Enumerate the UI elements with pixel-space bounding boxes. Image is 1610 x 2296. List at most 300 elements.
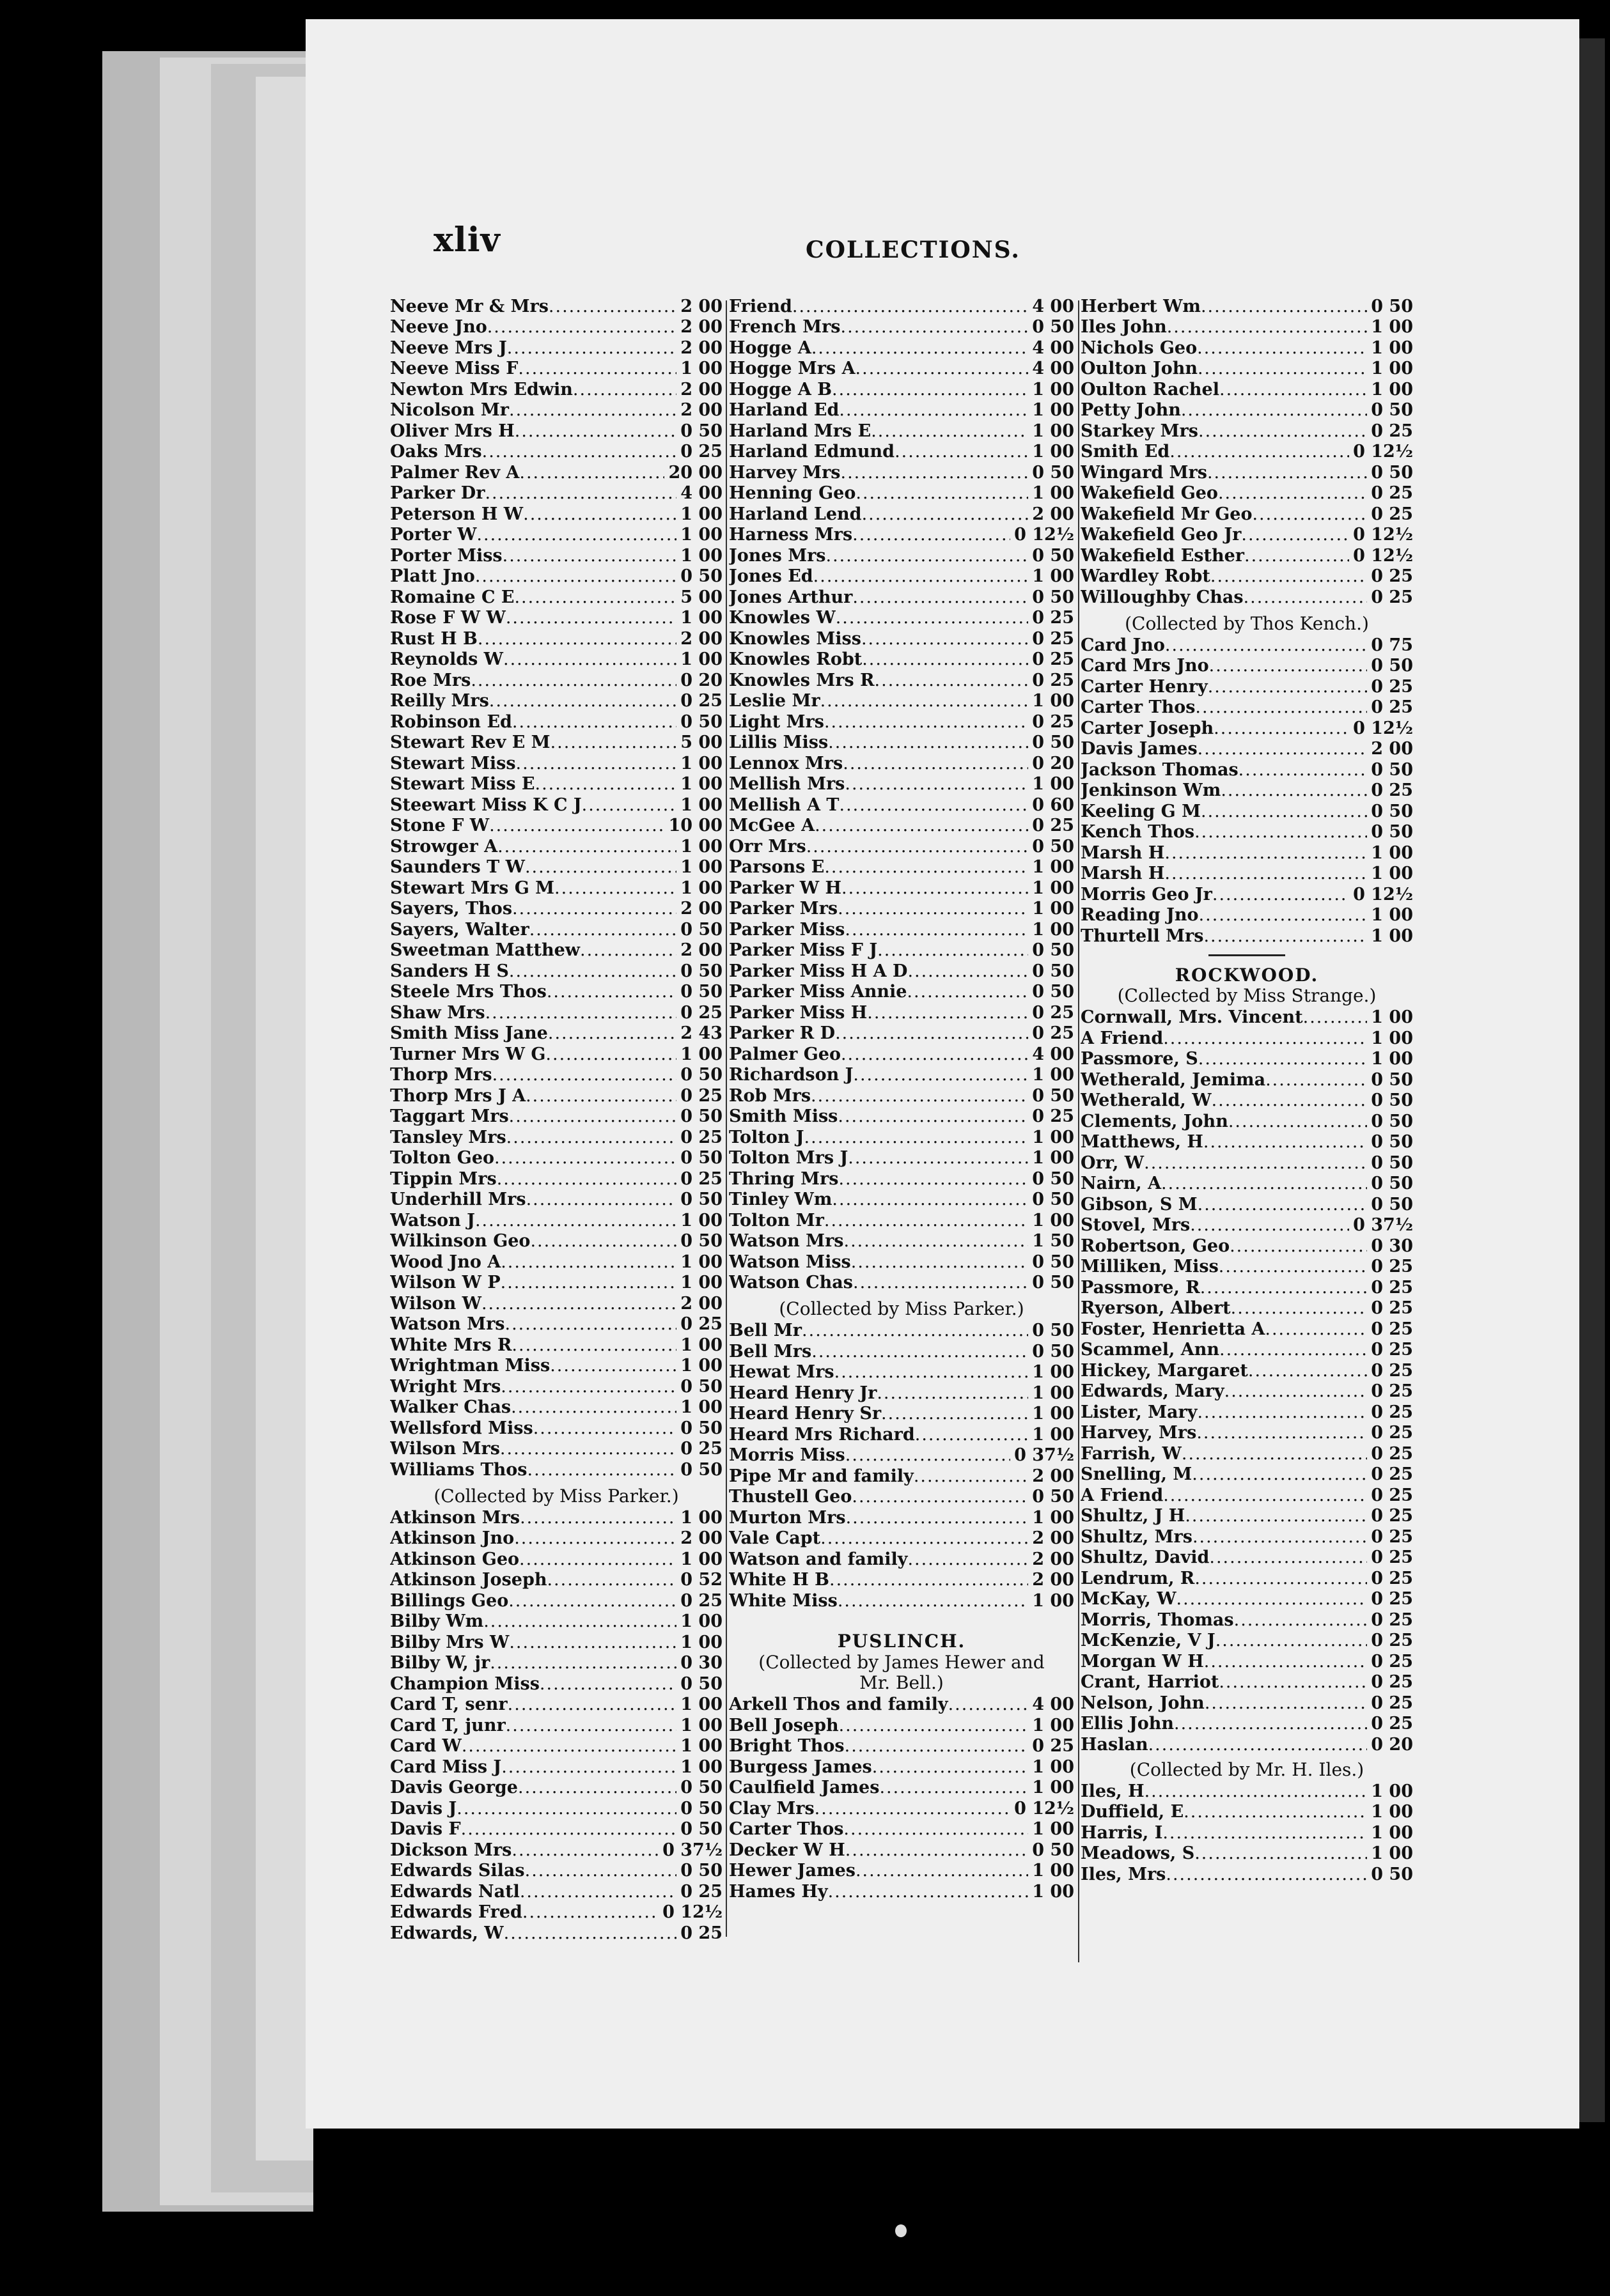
entry-amount: 0 50 <box>1371 656 1413 676</box>
leader-dots <box>838 899 1028 919</box>
entry-row <box>729 1361 1074 1383</box>
entry-amount: 1 00 <box>1371 1028 1413 1048</box>
section-title: (Collected by Thos Kench.) <box>1125 612 1369 634</box>
entry-amount: 1 00 <box>680 1252 723 1272</box>
entry-row <box>390 1376 723 1397</box>
entry-name: Neeve Mr & Mrs <box>390 296 549 316</box>
entry-name: Foster, Henrietta A <box>1081 1319 1265 1339</box>
entry-amount: 0 25 <box>1032 816 1074 835</box>
entry-amount: 0 25 <box>1371 1485 1413 1505</box>
entry-row <box>729 1797 1074 1819</box>
leader-dots <box>515 422 676 441</box>
entry-row <box>1081 1526 1413 1547</box>
leader-dots <box>838 1170 1028 1189</box>
leader-dots <box>487 318 677 337</box>
entry-amount: 0 25 <box>1371 1319 1413 1339</box>
entry-name: Smith Miss Jane <box>390 1023 548 1043</box>
entry-name: Stewart Rev E M <box>390 733 551 752</box>
entry-row <box>390 773 723 795</box>
column-3 <box>1081 295 1413 1884</box>
entry-row <box>729 524 1074 545</box>
entry-row <box>729 1735 1074 1757</box>
entry-amount: 2 00 <box>680 940 723 960</box>
entry-name: Card T, junr <box>390 1715 506 1735</box>
entry-row <box>390 919 723 940</box>
entry-amount: 1 00 <box>680 1715 723 1735</box>
entry-row <box>390 524 723 545</box>
entry-row <box>390 399 723 421</box>
leader-dots <box>506 1128 677 1147</box>
entry-row <box>390 566 723 587</box>
entry-name: Wingard Mrs <box>1081 462 1207 483</box>
entry-amount: 0 25 <box>680 1002 723 1023</box>
entry-row <box>1081 1235 1413 1256</box>
entry-row <box>729 1209 1074 1230</box>
leader-dots <box>506 1716 677 1735</box>
entry-name: Parker W H <box>729 878 842 898</box>
leader-dots <box>806 837 1029 857</box>
leader-dots <box>907 962 1028 981</box>
entry-name: Kench Thos <box>1081 822 1195 842</box>
entry-name: Morris Geo Jr <box>1081 884 1212 904</box>
entry-amount: 2 00 <box>680 1528 723 1548</box>
entry-row <box>1081 1381 1413 1402</box>
entry-row <box>390 462 723 483</box>
leader-dots <box>1265 1320 1367 1339</box>
entry-name: Iles John <box>1081 317 1167 337</box>
entry-row <box>729 1860 1074 1881</box>
entry-name: Snelling, M <box>1081 1464 1192 1484</box>
entry-amount: 0 50 <box>1032 462 1074 483</box>
entry-name: White H B <box>729 1570 829 1590</box>
entry-name: Orr Mrs <box>729 836 806 857</box>
entry-amount: 1 00 <box>680 649 723 669</box>
entry-amount: 0 50 <box>680 1673 723 1694</box>
entry-amount: 0 50 <box>1032 1085 1074 1106</box>
entry-amount: 1 00 <box>680 753 723 773</box>
entry-name: Knowles Miss <box>729 628 861 649</box>
entry-amount: 1 00 <box>680 774 723 794</box>
entry-row <box>729 1777 1074 1798</box>
entry-row <box>1081 1152 1413 1173</box>
leader-dots <box>522 1903 659 1922</box>
leader-dots <box>514 1529 676 1548</box>
leader-dots <box>1164 864 1367 883</box>
entry-row <box>390 295 723 316</box>
entry-name: Wakefield Geo <box>1081 483 1218 503</box>
entry-name: Hewer James <box>729 1861 856 1881</box>
entry-amount: 2 00 <box>680 337 723 358</box>
entry-name: Sanders H S <box>390 961 509 981</box>
entry-row <box>729 1085 1074 1106</box>
entry-amount: 1 00 <box>1371 1822 1413 1843</box>
entry-amount: 2 00 <box>1371 739 1413 759</box>
entry-amount: 4 00 <box>1032 296 1074 316</box>
entry-amount: 1 00 <box>680 1632 723 1652</box>
entry-name: Shaw Mrs <box>390 1002 485 1023</box>
entry-amount: 1 00 <box>1032 1148 1074 1168</box>
entry-amount: 1 00 <box>680 1507 723 1528</box>
entry-name: Haslan <box>1081 1734 1148 1755</box>
leader-dots <box>501 1273 677 1292</box>
entry-row <box>729 919 1074 940</box>
entry-name: Smith Miss <box>729 1106 838 1126</box>
entry-row <box>390 794 723 815</box>
entry-amount: 0 25 <box>1371 1277 1413 1298</box>
entry-row <box>1081 420 1413 441</box>
entry-name: Decker W H <box>729 1840 845 1860</box>
entry-amount: 0 12½ <box>662 1902 723 1922</box>
entry-row <box>390 1459 723 1480</box>
entry-name: Scammel, Ann <box>1081 1340 1220 1360</box>
entry-name: Parker Miss Annie <box>729 982 907 1002</box>
entry-name: Harvey Mrs <box>729 462 841 483</box>
entry-row <box>390 1168 723 1189</box>
entry-name: Sweetman Matthew <box>390 940 581 960</box>
entry-amount: 0 25 <box>1032 628 1074 649</box>
leader-dots <box>1203 927 1367 946</box>
leader-dots <box>1248 1361 1367 1381</box>
entry-name: Harland Lend <box>729 504 862 524</box>
leader-dots <box>489 692 676 711</box>
entry-amount: 5 00 <box>680 587 723 607</box>
section-heading: PUSLINCH. <box>837 1631 966 1652</box>
entry-row <box>729 1445 1074 1466</box>
entry-amount: 1 00 <box>1371 359 1413 378</box>
entry-row <box>729 960 1074 981</box>
section-title: (Collected by James Hewer and <box>758 1651 1045 1673</box>
entry-row <box>1081 1650 1413 1672</box>
entry-row <box>729 1423 1074 1445</box>
entry-amount: 2 00 <box>680 899 723 919</box>
entry-amount: 0 60 <box>1032 795 1074 815</box>
entry-name: Oulton John <box>1081 359 1198 378</box>
entry-name: Burgess James <box>729 1757 872 1777</box>
entry-name: Lister, Mary <box>1081 1402 1198 1422</box>
leader-dots <box>1182 1445 1367 1464</box>
entry-row <box>390 1417 723 1438</box>
leader-dots <box>509 962 676 981</box>
entry-name: Neeve Miss F <box>390 359 519 378</box>
leader-dots <box>1163 1029 1367 1048</box>
entry-row <box>390 1189 723 1210</box>
entry-name: Carter Joseph <box>1081 718 1214 738</box>
entry-name: Smith Ed <box>1081 442 1170 462</box>
entry-amount: 0 50 <box>1371 296 1413 316</box>
entry-row <box>1081 566 1413 587</box>
entry-row <box>729 1590 1074 1611</box>
entry-row <box>1081 524 1413 545</box>
entry-name: Milliken, Miss <box>1081 1257 1219 1276</box>
entry-name: Jackson Thomas <box>1081 759 1239 780</box>
leader-dots <box>548 1024 676 1043</box>
entry-row <box>729 1756 1074 1777</box>
entry-name: Knowles W <box>729 608 836 628</box>
entry-name: A Friend <box>1081 1485 1164 1505</box>
entry-row <box>1081 1276 1413 1298</box>
entry-name: Heard Mrs Richard <box>729 1424 915 1445</box>
entry-amount: 0 25 <box>1371 1547 1413 1567</box>
entry-row <box>729 1106 1074 1127</box>
entry-row <box>390 1797 723 1819</box>
entry-row <box>390 1085 723 1106</box>
entry-amount: 1 00 <box>1032 1424 1074 1445</box>
entry-amount: 0 25 <box>1371 1464 1413 1484</box>
entry-amount: 20 00 <box>668 462 723 483</box>
entry-amount: 2 00 <box>680 628 723 649</box>
entry-row <box>390 960 723 981</box>
entry-name: Parker Dr <box>390 483 485 503</box>
entry-amount: 0 12½ <box>1353 884 1413 904</box>
entry-name: Light Mrs <box>729 711 824 732</box>
running-head: COLLECTIONS. <box>806 237 1020 263</box>
entry-list <box>390 295 723 1480</box>
entry-row <box>1081 717 1413 738</box>
entry-row <box>390 732 723 753</box>
entry-amount: 0 25 <box>1371 1257 1413 1276</box>
entry-amount: 4 00 <box>1032 1695 1074 1714</box>
entry-row <box>390 815 723 836</box>
entry-row <box>390 1735 723 1757</box>
entry-amount: 1 00 <box>680 608 723 628</box>
entry-row <box>390 1314 723 1335</box>
entry-amount: 2 00 <box>680 1293 723 1314</box>
entry-amount: 1 00 <box>680 525 723 545</box>
entry-row <box>390 503 723 524</box>
entry-name: Hogge Mrs A <box>729 359 856 378</box>
entry-amount: 0 50 <box>680 982 723 1002</box>
entry-amount: 0 25 <box>1371 1610 1413 1630</box>
leader-dots <box>1195 698 1367 717</box>
entry-name: Mellish A T <box>729 795 840 815</box>
entry-row <box>729 773 1074 795</box>
leader-dots <box>829 1571 1028 1590</box>
entry-name: Harland Edmund <box>729 442 895 462</box>
entry-amount: 0 37½ <box>1353 1215 1413 1235</box>
entry-name: Strowger A <box>390 836 498 857</box>
entry-row <box>729 566 1074 587</box>
entry-name: Watson J <box>390 1210 475 1230</box>
entry-amount: 0 50 <box>1371 462 1413 483</box>
entry-amount: 0 75 <box>1371 635 1413 655</box>
entry-name: Wellsford Miss <box>390 1418 533 1438</box>
entry-row <box>1081 316 1413 337</box>
entry-amount: 0 50 <box>1032 1487 1074 1507</box>
entry-name: Robinson Ed <box>390 711 512 732</box>
leader-dots <box>792 297 1028 316</box>
entry-name: Parker R D <box>729 1023 836 1043</box>
entry-name: Tolton Geo <box>390 1148 495 1168</box>
leader-dots <box>832 380 1028 399</box>
entry-amount: 0 25 <box>1371 1651 1413 1672</box>
entry-row <box>729 316 1074 337</box>
entry-row <box>729 1230 1074 1252</box>
entry-name: Harland Mrs E <box>729 421 871 441</box>
entry-row <box>390 483 723 504</box>
entry-amount: 1 00 <box>1032 1507 1074 1528</box>
entry-amount: 0 50 <box>1032 1168 1074 1189</box>
entry-row <box>390 1902 723 1923</box>
entry-name: Lennox Mrs <box>729 753 843 773</box>
entry-row <box>1081 1007 1413 1028</box>
entry-name: Bell Joseph <box>729 1715 839 1735</box>
leader-dots <box>845 1737 1029 1756</box>
entry-row <box>1081 925 1413 946</box>
entry-row <box>390 1631 723 1652</box>
section-title-cont: Mr. Bell.) <box>859 1672 944 1693</box>
entry-amount: 1 00 <box>1032 483 1074 503</box>
entry-row <box>729 295 1074 316</box>
entry-name: Vale Capt <box>729 1528 821 1548</box>
leader-dots <box>520 1509 676 1528</box>
entry-row <box>729 586 1074 607</box>
entry-row <box>729 1694 1074 1715</box>
entry-amount: 0 25 <box>1032 1002 1074 1023</box>
entry-name: Neeve Mrs J <box>390 337 507 358</box>
entry-name: Petty John <box>1081 400 1181 420</box>
leader-dots <box>500 1439 676 1459</box>
entry-name: Hogge A B <box>729 379 832 399</box>
entry-amount: 0 25 <box>680 1168 723 1189</box>
entry-amount: 1 00 <box>1032 1210 1074 1230</box>
leader-dots <box>518 359 676 378</box>
section-title: (Collected by Mr. H. Iles.) <box>1129 1758 1364 1780</box>
leader-dots <box>907 982 1028 1002</box>
entry-row <box>390 1507 723 1528</box>
leader-dots <box>478 630 676 649</box>
entry-name: Wetherald, W <box>1081 1090 1212 1110</box>
entry-row <box>390 1355 723 1376</box>
leader-dots <box>1165 636 1367 655</box>
entry-name: Card Jno <box>1081 635 1165 655</box>
entry-amount: 1 00 <box>1032 566 1074 586</box>
entry-amount: 0 25 <box>1371 483 1413 503</box>
entry-amount: 0 12½ <box>1014 525 1074 545</box>
entry-name: Card W <box>390 1736 462 1756</box>
entry-name: McKenzie, V J <box>1081 1631 1215 1650</box>
leader-dots <box>1198 1195 1368 1214</box>
entry-amount: 1 00 <box>1032 1383 1074 1403</box>
leader-dots <box>497 1170 677 1189</box>
leader-dots <box>841 318 1029 337</box>
entry-name: Gibson, S M <box>1081 1194 1198 1214</box>
entry-name: Davis F <box>390 1819 461 1839</box>
entry-amount: 1 00 <box>1371 379 1413 399</box>
leader-dots <box>580 941 676 960</box>
entry-row <box>390 877 723 898</box>
column-rule <box>1078 300 1079 1962</box>
entry-amount: 1 00 <box>1032 442 1074 462</box>
entry-amount: 1 00 <box>1032 1819 1074 1839</box>
entry-name: Herbert Wm <box>1081 296 1201 316</box>
entry-row <box>729 1548 1074 1569</box>
section-heading: ROCKWOOD. <box>1175 964 1319 986</box>
leader-dots <box>549 297 676 316</box>
leader-dots <box>828 733 1028 752</box>
entry-name: Bell Mrs <box>729 1341 812 1361</box>
entry-row <box>1081 883 1413 904</box>
entry-amount: 1 00 <box>1032 857 1074 877</box>
leader-dots <box>1215 1631 1368 1650</box>
entry-amount: 0 25 <box>1371 587 1413 607</box>
entry-amount: 1 00 <box>1032 421 1074 441</box>
entry-amount: 1 00 <box>1032 400 1074 420</box>
entry-row <box>729 628 1074 649</box>
entry-row <box>1081 1713 1413 1734</box>
entry-amount: 0 25 <box>1032 649 1074 669</box>
entry-name: Nairn, A <box>1081 1174 1162 1193</box>
entry-name: Jenkinson Wm <box>1081 780 1221 800</box>
leader-dots <box>851 1253 1029 1272</box>
entry-row <box>390 1043 723 1064</box>
entry-row <box>729 711 1074 732</box>
entry-name: Neeve Jno <box>390 317 487 337</box>
leader-dots <box>475 1211 676 1230</box>
entry-name: Heard Henry Jr <box>729 1383 877 1403</box>
entry-row <box>1081 780 1413 801</box>
entry-name: Reynolds W <box>390 649 504 669</box>
entry-amount: 0 12½ <box>1353 545 1413 566</box>
entry-row <box>390 1569 723 1590</box>
entry-name: Wrightman Miss <box>390 1356 551 1376</box>
leader-dots <box>811 1087 1028 1106</box>
entry-name: Watson Mrs <box>729 1231 844 1251</box>
leader-dots <box>802 1321 1028 1340</box>
leader-dots <box>526 1087 676 1106</box>
entry-row <box>1081 1131 1413 1152</box>
entry-amount: 0 25 <box>680 1439 723 1459</box>
entry-name: Cornwall, Mrs. Vincent <box>1081 1007 1303 1027</box>
entry-name: Marsh H <box>1081 864 1165 883</box>
entry-row <box>390 1292 723 1314</box>
entry-amount: 0 50 <box>680 1190 723 1209</box>
entry-row <box>729 815 1074 836</box>
entry-name: Atkinson Geo <box>390 1549 520 1569</box>
leader-dots <box>1198 422 1367 441</box>
entry-name: Stewart Miss E <box>390 774 535 794</box>
entry-name: McGee A <box>729 816 815 835</box>
entry-name: Jones Mrs <box>729 545 826 566</box>
entry-amount: 0 50 <box>1032 940 1074 960</box>
entry-row <box>1081 1256 1413 1277</box>
leader-dots <box>481 1294 676 1314</box>
entry-row <box>390 669 723 690</box>
entry-amount: 0 50 <box>680 1861 723 1881</box>
entry-row <box>1081 738 1413 759</box>
entry-name: Nichols Geo <box>1081 337 1198 358</box>
entry-amount: 1 00 <box>1371 842 1413 863</box>
entry-name: Hames Hy <box>729 1881 828 1902</box>
entry-amount: 1 00 <box>1371 926 1413 946</box>
leader-dots <box>1163 1486 1367 1505</box>
leader-dots <box>1164 844 1367 863</box>
entry-amount: 0 25 <box>1371 697 1413 717</box>
entry-name: Ellis John <box>1081 1714 1174 1734</box>
entry-list <box>1081 634 1413 946</box>
entry-name: Richardson J <box>729 1065 854 1085</box>
entry-amount: 1 00 <box>1032 1757 1074 1777</box>
leader-dots <box>824 713 1028 732</box>
leader-dots <box>457 1799 676 1819</box>
entry-amount: 1 50 <box>1032 1231 1074 1251</box>
entry-amount: 0 50 <box>680 1065 723 1085</box>
entry-name: Starkey Mrs <box>1081 421 1198 441</box>
leader-dots <box>518 1778 676 1797</box>
entry-amount: 0 50 <box>1371 801 1413 821</box>
leader-dots <box>871 422 1028 441</box>
entry-amount: 0 50 <box>680 1148 723 1168</box>
entry-amount: 0 50 <box>680 711 723 732</box>
